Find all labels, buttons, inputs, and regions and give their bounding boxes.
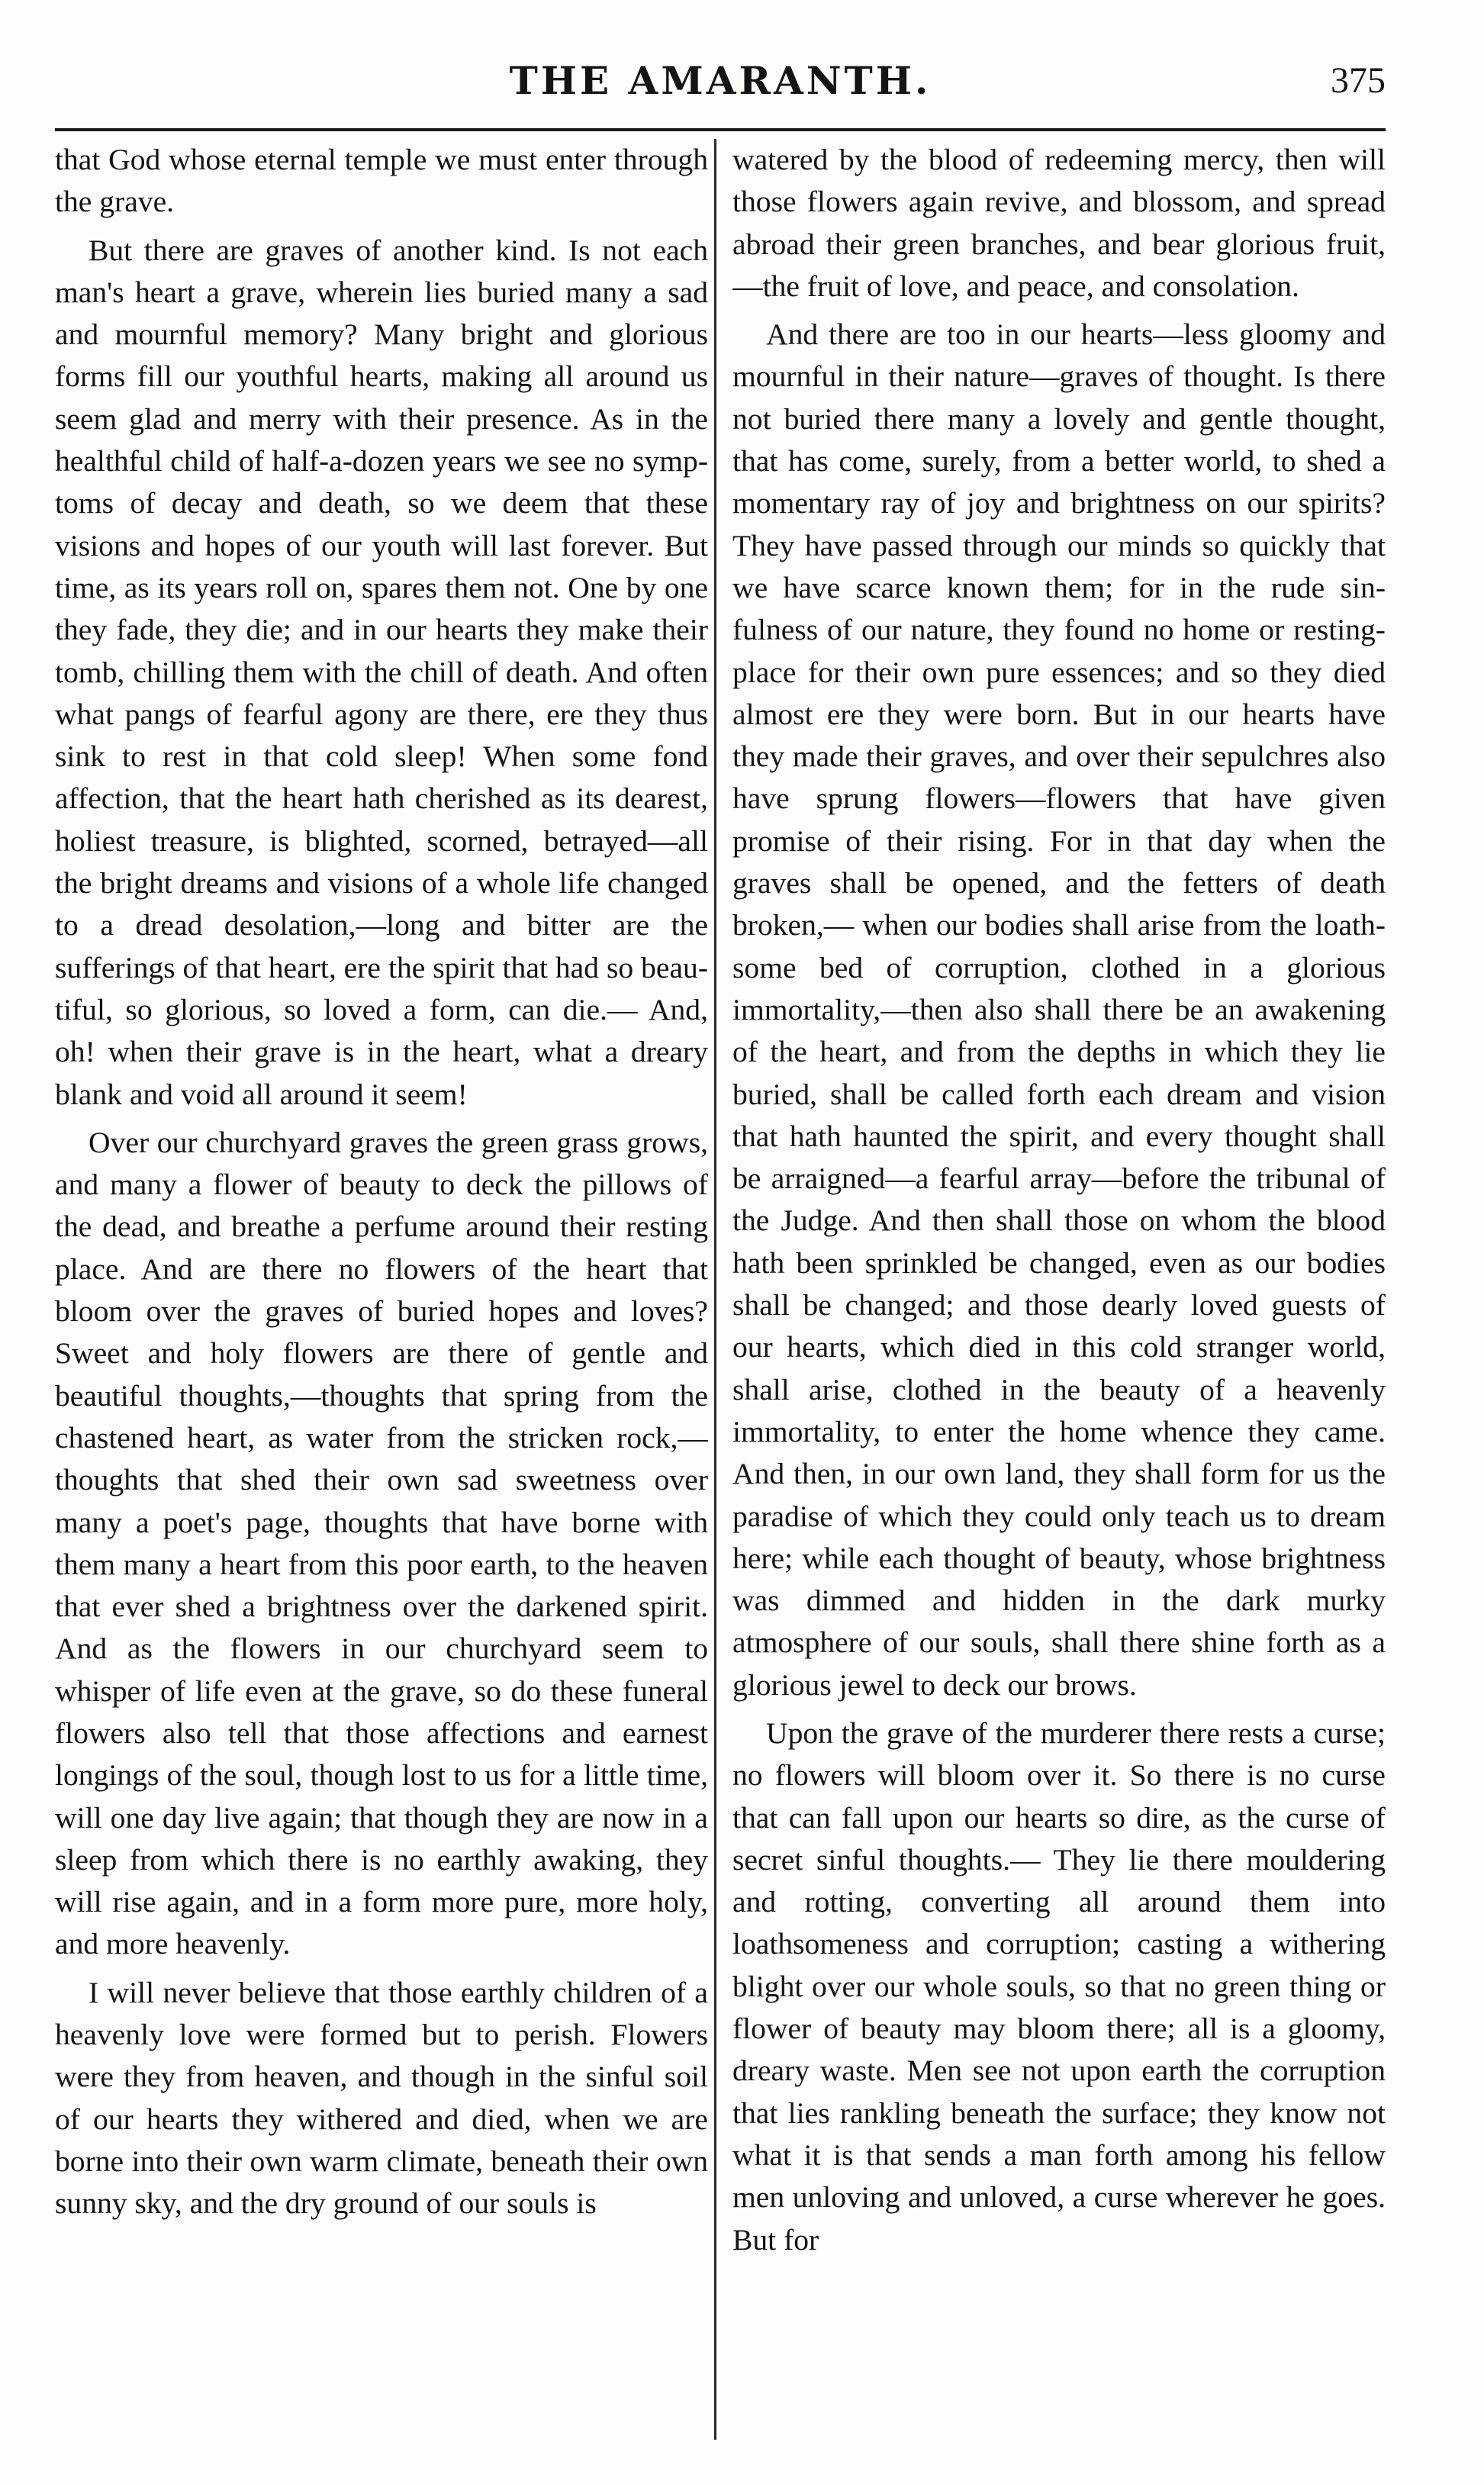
header-rule (55, 128, 1386, 131)
column-divider (714, 139, 716, 2440)
right-paragraph-2: And there are too in our hearts—less gloomy and mournful in their nature—graves of thought. Is there not buried there many a lovely and gentle thought, that has come, surely, from a better world, to shed a momentary ray of joy and brightness on our spirits? They have passed through our minds so quickly that we have scarce known them; for in the rude sinfulness of our nature, they found no home or resting-place for their own pure essences; and so they died almost ere they were born. But in our hearts have they made their graves, and over their sepulchres also have sprung flowers—flowers that have given promise of their rising. For in that day when the graves shall be opened, and the fetters of death broken,— when our bodies shall arise from the loathsome bed of corruption, clothed in a glorious immortality,—then also shall there be an awakening of the heart, and from the depths in which they lie buried, shall be called forth each dream and vision that hath haunted the spirit, and every thought shall be arraigned—a fearful array—before the tribunal of the Judge. And then shall those on whom the blood hath been sprinkled be changed, even as our bodies shall be changed; and those dearly loved guests of our hearts, which died in this cold stranger world, shall arise, clothed in the beauty of a heavenly immortality, to enter the home whence they came. And then, in our own land, they shall form for us the paradise of which they could only teach us to dream here; while each thought of beauty, whose brightness was dimmed and hidden in the dark murky atmosphere of our souls, shall there shine forth as a glorious jewel to deck our brows. (732, 317, 1386, 1702)
left-column (55, 139, 708, 2444)
right-paragraph-1: watered by the blood of redeeming mercy, then will those flowers again revive, and blossom, and spread abroad their green branches, and bear glorious fruit,—the fruit of love, and peace, and consolation. (732, 143, 1386, 303)
page-number: 375 (1331, 60, 1386, 101)
left-paragraph-1: that God whose eternal temple we must enter through the grave. (55, 143, 708, 219)
right-column (732, 139, 1386, 2444)
left-paragraph-4: I will never believe that those earthly children of a heavenly love were formed but to perish. Flowers were they from heaven, and though in the sinful soil of our hearts they withered and died, when we are borne into their own warm climate, beneath their own sunny sky, and the dry ground of our souls is (55, 1975, 708, 2221)
left-paragraph-3: Over our churchyard graves the green grass grows, and many a flower of beauty to deck the pillows of the dead, and breathe a perfume around their resting place. And are there no flowers of the heart that bloom over the graves of buried hopes and loves? Sweet and holy flowers are there of gentle and beautiful thoughts,—thoughts that spring from the chastened heart, as water from the stricken rock,— thoughts that shed their own sad sweetness over many a poet's page, thoughts that have borne with them many a heart from this poor earth, to the heaven that ever shed a brightness over the darkened spirit. And as the flowers in our churchyard seem to whisper of life even at the grave, so do these funeral flowers also tell that those affections and earnest longings of the soul, though lost to us for a little time, will one day live again; that though they are now in a sleep from which there is no earthly awaking, they will rise again, and in a form more pure, more holy, and more heavenly. (55, 1125, 708, 1961)
left-paragraph-2: But there are graves of another kind. Is not each man's heart a grave, wherein lies buried many a sad and mournful memory? Many bright and glorious forms fill our youthful hearts, making all around us seem glad and merry with their presence. As in the healthful child of half-a-dozen years we see no symptoms of decay and death, so we deem that these visions and hopes of our youth will last forever. But time, as its years roll on, spares them not. One by one they fade, they die; and in our hearts they make their tomb, chilling them with the chill of death. And often what pangs of fearful agony are there, ere they thus sink to rest in that cold sleep! When some fond affection, that the heart hath cherished as its dearest, holiest treasure, is blighted, scorned, betrayed—all the bright dreams and visions of a whole life changed to a dread desolation,—long and bitter are the sufferings of that heart, ere the spirit that had so beautiful, so glorious, so loved a form, can die.— And, oh! when their grave is in the heart, what a dreary blank and void all around it seem! (55, 233, 708, 1111)
page-header (55, 53, 1386, 124)
right-paragraph-3: Upon the grave of the murderer there rests a curse; no flowers will bloom over it. So there is no curse that can fall upon our hearts so dire, as the curse of secret sinful thoughts.— They lie there mouldering and rotting, converting all around them into loathsomeness and corruption; casting a withering blight over our whole souls, so that no green thing or flower of beauty may bloom there; all is a gloomy, dreary waste. Men see not upon earth the corruption that lies rankling beneath the surface; they know not what it is that sends a man forth among his fellow men unloving and unloved, a curse wherever he goes. But for (732, 1716, 1386, 2257)
running-title: THE AMARANTH. (509, 58, 932, 103)
